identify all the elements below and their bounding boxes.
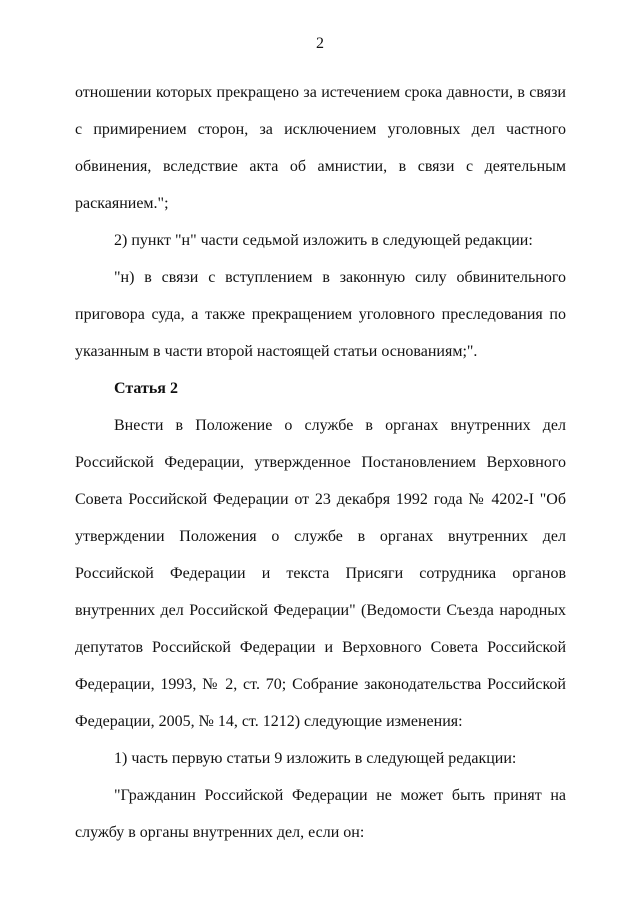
page-number: 2 bbox=[316, 35, 324, 52]
article-heading: Статья 2 bbox=[114, 380, 178, 397]
paragraph-article-2-intro: Внести в Положение о службе в органах внутренних дел Российской Федерации, утвержденное Постановлением Верховного Совета Российской Федерации от 23 декабря 1992 года № 4202-I "Об утверждении Положения о службе в органах внутренних дел Российской Федерации и текста Присяги сотрудника органов внутренних дел Российской Федерации" (Ведомости Съезда народных депутатов Российской Федерации и Верховного Совета Российской Федерации, 1993, № 2, ст. 70; Собрание законодательства Российской Федерации, 2005, № 14, ст. 1212) следующие изменения: bbox=[75, 417, 566, 730]
paragraph-quote-citizen: "Гражданин Российской Федерации не может быть принят на службу в органы внутренних дел, если он: bbox=[75, 787, 566, 841]
paragraph-item-1: 1) часть первую статьи 9 изложить в следующей редакции: bbox=[114, 750, 517, 767]
paragraph-continuation: отношении которых прекращено за истечением срока давности, в связи с примирением сторон, за исключением уголовных дел частного обвинения, вследствие акта об амнистии, в связи с деятельным раскаянием."; bbox=[75, 84, 566, 212]
paragraph-item-2: 2) пункт "н" части седьмой изложить в следующей редакции: bbox=[114, 232, 533, 249]
document-body bbox=[75, 74, 566, 851]
paragraph-quote-n: "н) в связи с вступлением в законную силу обвинительного приговора суда, а также прекращением уголовного преследования по указанным в части второй настоящей статьи основаниям;". bbox=[75, 269, 566, 360]
